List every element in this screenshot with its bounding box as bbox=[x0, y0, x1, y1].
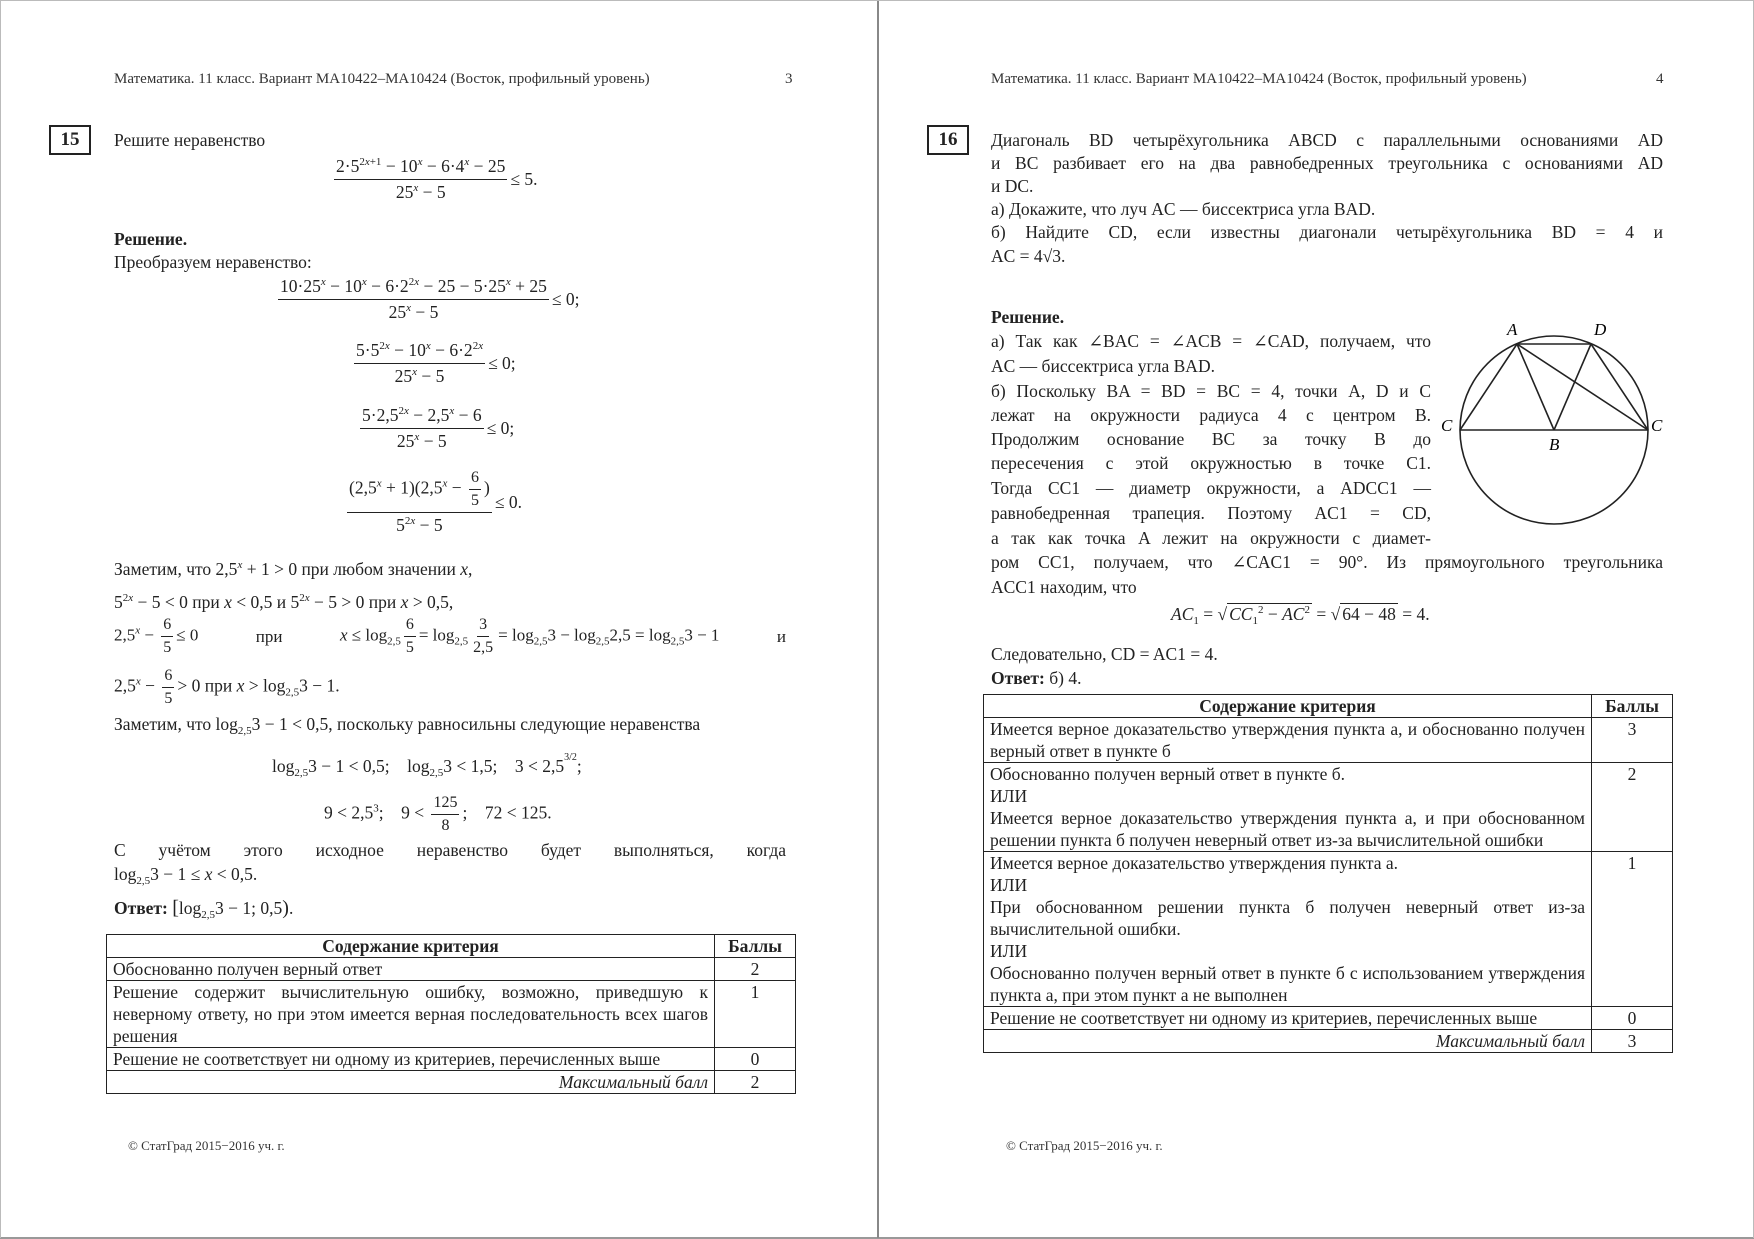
task-line-2: и BC разбивает его на два равнобедренных треугольника с основаниями AD bbox=[991, 153, 1663, 173]
solution-step-1: $\frac{10\cdot 25^x - 10^x - 6\cdot 2^{2x} - 25 - 5\cdot 25^x + 25}{25^x - 5}$ ≤ 0; bbox=[280, 276, 580, 322]
left-page bbox=[0, 1, 877, 1238]
solution-line: а так как точка A лежит на окружности с диамет- bbox=[991, 528, 1431, 548]
formula: $AC_1$ = √ $CC_1^2 - AC^2$ = √ 64 − 48 = 4. bbox=[1171, 604, 1430, 627]
task-prompt: Решите неравенство bbox=[114, 130, 266, 150]
points-header: Баллы bbox=[715, 935, 796, 958]
solution-line: Тогда CC1 — диаметр окружности, а ADCC1 — bbox=[991, 478, 1431, 498]
criteria-text: Обоснованно получен верный ответ в пункте б. ИЛИ Имеется верное доказательство утверждения пункта а, и при обоснованном решении пункта б получен неверный ответ из-за вычислительной ошибки bbox=[984, 763, 1592, 852]
label-c: C bbox=[1651, 416, 1663, 435]
table-row bbox=[984, 1007, 1673, 1030]
max-score-label: Максимальный балл bbox=[984, 1030, 1592, 1053]
max-score-value: 3 bbox=[1592, 1030, 1673, 1053]
page-footer: © СтатГрад 2015−2016 уч. г. bbox=[1006, 1138, 1163, 1153]
solution-step-4: $(2,5^x + 1)(2,5^x$ − $\frac{6}{5}$ ) $5^{2x} - 5$ ≤ 0. bbox=[349, 469, 522, 535]
right-page bbox=[877, 1, 1754, 1238]
page-number: 3 bbox=[785, 71, 793, 87]
note-3: $2,5^x$ − $\frac{6}{5}$ ≤ 0 при $x \le \log_{2,5}$ $\frac{6}{5}$ = $\log_{2,5}$ $\frac{3}{2,5}$ = $\log_{2,5}3 - \log_{2,5}2,5 = \log_{2,5}3 - 1$ и bbox=[114, 616, 786, 656]
points-header: Баллы bbox=[1592, 695, 1673, 718]
task-number: 16 bbox=[927, 125, 969, 155]
page-header: Математика. 11 класс. Вариант МА10422–МА10424 (Восток, профильный уровень) bbox=[114, 71, 650, 87]
solution-line: AC — биссектриса угла BAD. bbox=[991, 356, 1215, 376]
solution-line: пересечения с этой окружностью в точке C1. bbox=[991, 453, 1431, 473]
side-ac1 bbox=[1460, 344, 1517, 430]
note-1: Заметим, что $2,5^x + 1 > 0$ при любом значении x, bbox=[114, 559, 473, 579]
criteria-points: 0 bbox=[715, 1048, 796, 1071]
conclusion-range: $\log_{2,5}3 - 1 \le x < 0,5$. bbox=[114, 864, 258, 887]
table-row bbox=[107, 1071, 796, 1094]
table-row bbox=[984, 763, 1673, 852]
criteria-text: Обоснованно получен верный ответ bbox=[107, 958, 715, 981]
criteria-text: Имеется верное доказательство утверждения пункта а, и обоснованно получен верный ответ в пункте б bbox=[984, 718, 1592, 763]
transform-line: Преобразуем неравенство: bbox=[114, 252, 312, 272]
note-2: $5^{2x} - 5 < 0$ при x < 0,5 и $5^{2x} - 5 > 0$ при x > 0,5, bbox=[114, 592, 454, 612]
criteria-text: Имеется верное доказательство утверждения пункта а. ИЛИ При обоснованном решении пункта б получен неверный ответ из-за вычислительной ошибки. ИЛИ Обоснованно получен верный ответ в пункте б с использованием утверждения пункта а, при этом пункт а не выполнен bbox=[984, 852, 1592, 1007]
task-line-1: Диагональ BD четырёхугольника ABCD с параллельными основаниями AD bbox=[991, 130, 1663, 150]
geometry-figure bbox=[1439, 313, 1669, 543]
task-number: 15 bbox=[49, 125, 91, 155]
table-row bbox=[984, 718, 1673, 763]
criteria-points: 2 bbox=[715, 958, 796, 981]
answer-label: Ответ: bbox=[991, 668, 1045, 688]
max-score-label: Максимальный балл bbox=[107, 1071, 715, 1094]
criteria-header: Содержание критерия bbox=[984, 695, 1592, 718]
solution-line: ром CC1, получаем, что ∠CAC1 = 90°. Из прямоугольного треугольника bbox=[991, 552, 1663, 572]
table-row bbox=[984, 852, 1673, 1007]
answer bbox=[991, 667, 1081, 690]
solution-step-2: $\frac{5\cdot 5^{2x} - 10^x - 6\cdot 2^{2x}}{25^x - 5}$ ≤ 0; bbox=[356, 340, 516, 386]
inequality-chain-2: $9 < 2,5^3$; 9 < $\frac{125}{8}$ ; 72 < 125. bbox=[324, 794, 552, 834]
page-footer: © СтатГрад 2015−2016 уч. г. bbox=[128, 1138, 285, 1153]
conclusion: С учётом этого исходное неравенство будет выполняться, когда bbox=[114, 840, 786, 860]
task-part-b-value: AC = 4√3. bbox=[991, 246, 1066, 266]
side-dc bbox=[1591, 344, 1648, 430]
note-5: Заметим, что $\log_{2,5}3 - 1 < 0,5$, поскольку равносильны следующие неравенства bbox=[114, 714, 701, 737]
solution-line: б) Поскольку BA = BD = BC = 4, точки A, D и C bbox=[991, 381, 1431, 401]
task-part-a: а) Докажите, что луч AC — биссектриса угла BAD. bbox=[991, 199, 1376, 219]
label-c1: C bbox=[1441, 416, 1453, 435]
criteria-points: 1 bbox=[1592, 852, 1673, 1007]
solution-line: ACC1 находим, что bbox=[991, 577, 1137, 597]
task-line-3: и DC. bbox=[991, 176, 1034, 196]
criteria-text: Решение содержит вычислительную ошибку, возможно, приведшую к неверному ответу, но при этом имеется верная последовательность всех шагов решения bbox=[107, 981, 715, 1048]
solution-line: Продолжим основание BC за точку B до bbox=[991, 429, 1431, 449]
criteria-points: 1 bbox=[715, 981, 796, 1048]
label-d: D bbox=[1594, 320, 1607, 339]
criteria-table bbox=[106, 934, 796, 1094]
main-inequality: $\frac{2\cdot 5^{2x+1} - 10^x - 6\cdot 4^x - 25}{25^x - 5}$ ≤ 5. bbox=[336, 156, 538, 202]
criteria-points: 0 bbox=[1592, 1007, 1673, 1030]
note-4: $2,5^x$ − $\frac{6}{5}$ > 0 при $x > \log_{2,5}3 - 1$. bbox=[114, 667, 340, 707]
diagonal-bd bbox=[1554, 344, 1591, 430]
criteria-points: 2 bbox=[1592, 763, 1673, 852]
solution-line: равнобедренная трапеция. Поэтому AC1 = CD, bbox=[991, 503, 1431, 523]
answer-value: б) 4. bbox=[1049, 668, 1082, 688]
diagonal-ac bbox=[1517, 344, 1648, 430]
criteria-text: Решение не соответствует ни одному из критериев, перечисленных выше bbox=[984, 1007, 1592, 1030]
table-row bbox=[107, 958, 796, 981]
solution-step-3: $\frac{5\cdot 2,5^{2x} - 2,5^x - 6}{25^x - 5}$ ≤ 0; bbox=[362, 405, 515, 451]
solution-line: лежат на окружности радиуса 4 с центром B. bbox=[991, 405, 1431, 425]
answer: Ответ: [$\log_{2,5}3 - 1$; 0,5). bbox=[114, 897, 294, 921]
solution-line: а) Так как ∠BAC = ∠ACB = ∠CAD, получаем, что bbox=[991, 331, 1431, 351]
answer-label: Ответ: bbox=[114, 898, 168, 918]
label-b: B bbox=[1549, 435, 1560, 454]
consequently: Следовательно, CD = AC1 = 4. bbox=[991, 644, 1218, 664]
criteria-table bbox=[983, 694, 1673, 1053]
page-header: Математика. 11 класс. Вариант МА10422–МА10424 (Восток, профильный уровень) bbox=[991, 71, 1527, 87]
page-number: 4 bbox=[1656, 71, 1664, 87]
task-part-b: б) Найдите CD, если известны диагонали четырёхугольника BD = 4 и bbox=[991, 222, 1663, 242]
label-a: A bbox=[1507, 320, 1518, 339]
solution-heading: Решение. bbox=[114, 229, 188, 249]
inequality-chain-1: $\log_{2,5}3 - 1 < 0,5$; $\log_{2,5}3 < 1,5$; $3 < 2,5^{3/2}$; bbox=[272, 752, 582, 779]
criteria-points: 3 bbox=[1592, 718, 1673, 763]
criteria-header: Содержание критерия bbox=[107, 935, 715, 958]
max-score-value: 2 bbox=[715, 1071, 796, 1094]
criteria-text: Решение не соответствует ни одному из критериев, перечисленных выше bbox=[107, 1048, 715, 1071]
table-row bbox=[107, 981, 796, 1048]
table-row bbox=[107, 1048, 796, 1071]
solution-heading: Решение. bbox=[991, 307, 1065, 327]
table-row bbox=[984, 1030, 1673, 1053]
